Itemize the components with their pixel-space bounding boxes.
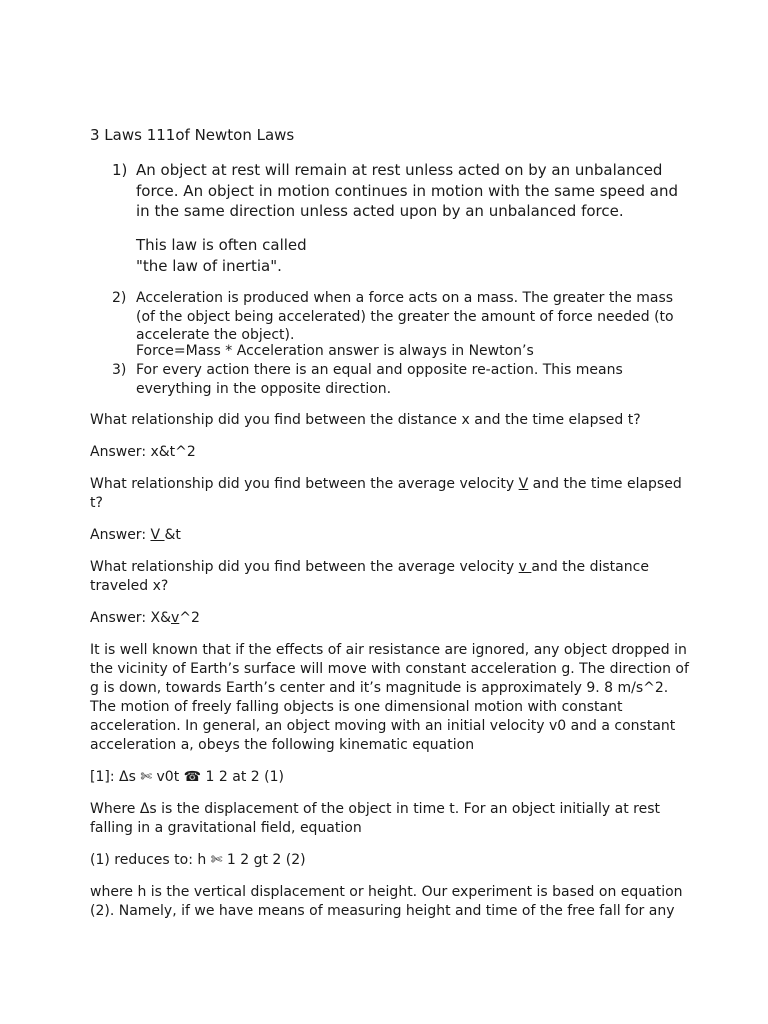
answer-2-variable: V [150,527,165,543]
answer-2-label: Answer: [90,527,151,543]
answer-3-variable: v [171,610,180,626]
law-1-note-line-1: This law is often called [136,236,307,254]
law-1-note [136,235,307,276]
question-3-variable: v [518,559,532,575]
law-1-note-line-2: "the law of inertia". [136,256,282,275]
answer-3 [90,609,690,628]
height-paragraph: where h is the vertical displacement or height. Our experiment is based on equation (2). Namely, if we have means of measuring height and time of the free fall for any [90,884,683,919]
law-2-text: Acceleration is produced when a force acts on a mass. The greater the mass (of the object being accelerated) the greater the amount of force needed (to accelerate the object). [136,290,674,343]
law-2 [112,289,692,360]
kinematic-equation-2: (1) reduces to: h ✄ 1 2 gt 2 (2) [90,852,306,868]
question-2-text-end: and the time elapsed t? [90,476,682,511]
law-2-formula: Force=Mass * Acceleration answer is always in Newton’s [136,342,534,359]
free-fall-paragraph: It is well known that if the effects of air resistance are ignored, any object dropped in the vicinity of Earth’s surface will move with constant acceleration g. The direction of g is down, towards Earth’s center and it’s magnitude is approximately 9. 8 m/s^2. The motion of freely falling objects is one dimensional motion with constant acceleration. In general, an object moving with an initial velocity v0 and a constant acceleration a, obeys the following kinematic equation [90,642,689,753]
displacement-paragraph: Where Δs is the displacement of the object in time t. For an object initially at rest falling in a gravitational field, equation [90,801,660,836]
question-3 [90,558,690,596]
question-2-variable: V [518,476,529,492]
answer-2-text-end: &t [164,527,181,543]
question-2-text-start: What relationship did you find between the average velocity [90,476,519,492]
law-3-text: For every action there is an equal and opposite re-action. This means everything in the opposite direction. [136,362,623,397]
law-1 [112,160,692,222]
law-1-text: An object at rest will remain at rest unless acted on by an unbalanced force. An object in motion continues in motion with the same speed and in the same direction unless acted upon by an unbalanced force. [136,161,678,220]
law-1-number: 1) [112,161,128,179]
law-2-number: 2) [112,290,127,306]
question-1: What relationship did you find between the distance x and the time elapsed t? [90,412,641,428]
answer-3-text-end: ^2 [179,610,200,626]
question-2 [90,475,690,513]
document-title: 3 Laws 111of Newton Laws [90,126,295,144]
law-3 [112,361,692,398]
question-3-text-start: What relationship did you find between the average velocity [90,559,519,575]
answer-1: Answer: x&t^2 [90,444,196,460]
question-3-text-end: and the distance traveled x? [90,559,649,594]
law-3-number: 3) [112,362,127,378]
answer-3-label: Answer: X& [90,610,171,626]
kinematic-equation-1: [1]: Δs ✄ v0t ☎ 1 2 at 2 (1) [90,769,284,785]
answer-2 [90,526,690,545]
